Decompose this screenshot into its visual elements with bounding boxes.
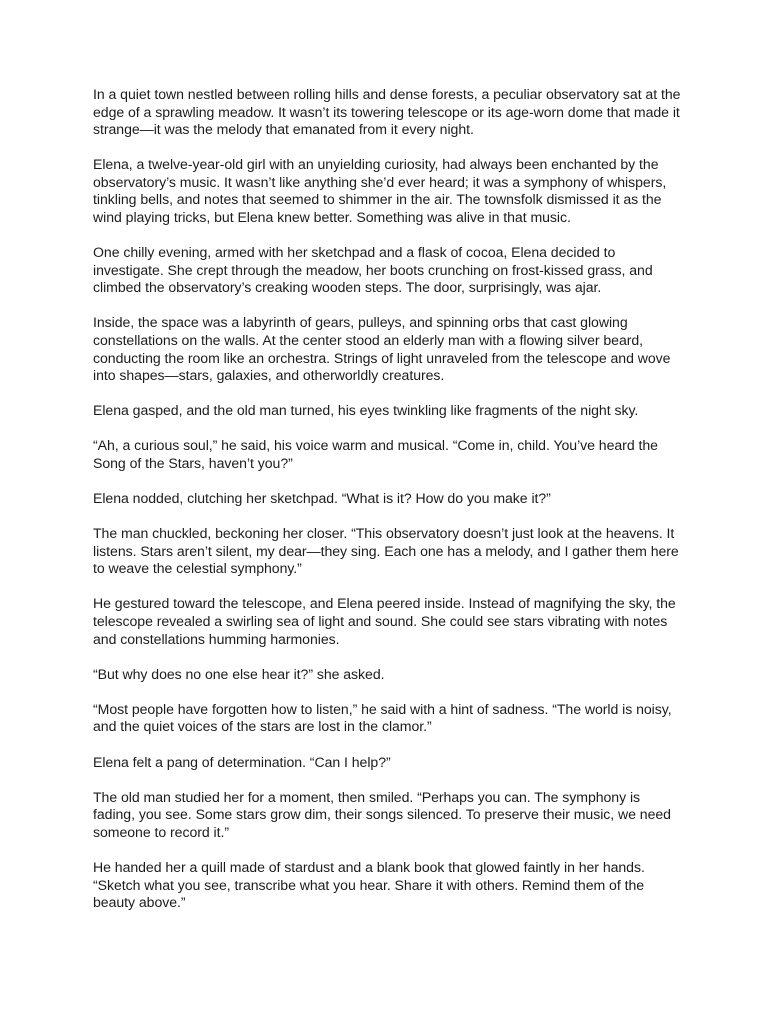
paragraph: In a quiet town nestled between rolling hills and dense forests, a peculiar observatory sat at the edge of a sprawling meadow. It wasn’t its towering telescope or its age-worn dome that made it strange—it was the melody that emanated from it every night. <box>93 86 681 138</box>
paragraph: Elena, a twelve-year-old girl with an unyielding curiosity, had always been enchanted by the observatory’s music. It wasn’t like anything she’d ever heard; it was a symphony of whispers, tinkling bells, and notes that seemed to shimmer in the air. The townsfolk dismissed it as the wind playing tricks, but Elena knew better. Something was alive in that music. <box>93 156 667 226</box>
paragraph: “Ah, a curious soul,” he said, his voice warm and musical. “Come in, child. You’ve heard the Song of the Stars, haven’t you?” <box>93 437 658 471</box>
paragraph: Elena gasped, and the old man turned, his eyes twinkling like fragments of the night sky. <box>93 402 639 419</box>
paragraph: He handed her a quill made of stardust and a blank book that glowed faintly in her hands. “Sketch what you see, transcribe what you hear. Share it with others. Remind them of the beauty above.” <box>93 858 645 911</box>
story-body <box>93 86 683 929</box>
paragraph: Inside, the space was a labyrinth of gears, pulleys, and spinning orbs that cast glowing constellations on the walls. At the center stood an elderly man with a flowing silver beard, conducting the room like an orchestra. Strings of light unraveled from the telescope and wove into shapes—stars, galaxies, and otherworldly creatures. <box>93 314 671 384</box>
paragraph: He gestured toward the telescope, and Elena peered inside. Instead of magnifying the sky, the telescope revealed a swirling sea of light and sound. She could see stars vibrating with notes and constellations humming harmonies. <box>93 595 676 647</box>
paragraph: The man chuckled, beckoning her closer. “This observatory doesn’t just look at the heavens. It listens. Stars aren’t silent, my dear—they sing. Each one has a melody, and I gather them here to weave the celestial symphony.” <box>93 525 679 577</box>
paragraph: Elena nodded, clutching her sketchpad. “What is it? How do you make it?” <box>93 490 551 507</box>
paragraph: “But why does no one else hear it?” she asked. <box>93 665 385 682</box>
paragraph: Elena felt a pang of determination. “Can I help?” <box>93 753 391 770</box>
paragraph: “Most people have forgotten how to listen,” he said with a hint of sadness. “The world is noisy, and the quiet voices of the stars are lost in the clamor.” <box>93 700 672 735</box>
paragraph: One chilly evening, armed with her sketchpad and a flask of cocoa, Elena decided to investigate. She crept through the meadow, her boots crunching on frost-kissed grass, and climbed the observatory’s creaking wooden steps. The door, surprisingly, was ajar. <box>93 244 653 296</box>
paragraph: The old man studied her for a moment, then smiled. “Perhaps you can. The symphony is fading, you see. Some stars grow dim, their songs silenced. To preserve their music, we need someone to record it.” <box>93 788 671 840</box>
